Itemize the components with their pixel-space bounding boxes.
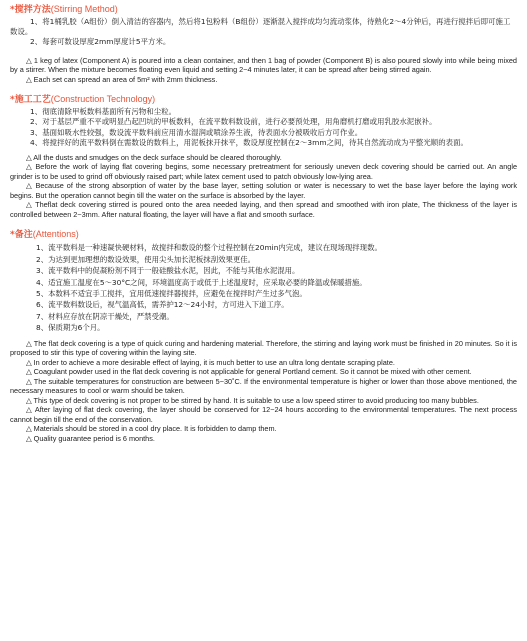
heading-english: (Attentions) [32, 229, 79, 240]
section-heading-stirring [10, 2, 517, 17]
attention-cn-7: 7、材料应存放在阴凉干燥处，严禁受潮。 [36, 311, 174, 321]
construction-en-1: △ All the dusts and smudges on the deck surface should be cleared thoroughly. [26, 152, 282, 162]
section-heading-construction [10, 92, 517, 107]
construction-en-3: △ Because of the strong absorption of water by the base layer, setting solution or water is necessary to wet the base layer before the laying work begins. But the operation cannot begin till the water on the surface is absorbed by the layer. [10, 181, 517, 200]
attention-cn-8: 8、保质期为6个月。 [36, 323, 105, 333]
attention-cn-4: 4、适宜施工温度在5～30°C之间，环境温度高于或低于上述温度时，应采取必要的降温或保暖措施。 [36, 277, 367, 287]
attention-cn-1: 1、流平数料是一种速凝快硬材料，故搅拌和数设的整个过程控制在20min内完成，建议在现场现拌现数。 [36, 243, 382, 253]
stirring-cn-1: 1、将1桶乳胶（A组份）倒入清洁的容器内，然后将1包粉料（B组份）逐渐混入搅拌成均匀流动浆体，待熟化2～4分钟后，再进行搅拌后即可施工数设。 [10, 17, 511, 37]
heading-english: (Construction Technology) [50, 94, 156, 105]
attention-cn-6: 6、流平数料数设后，视气温高低，需养护12～24小时，方可进入下道工序。 [36, 300, 289, 310]
attention-cn-2: 2、为达到更加理想的数设效果，使用尖头加长泥板抹刮效果更佳。 [36, 254, 256, 264]
attention-en-6: △ After laying of flat deck covering, the layer should be conserved for 12~24 hours according to the environmental temperatures. The next process cannot begin till the end of the conservation. [10, 405, 517, 424]
attention-en-4: △ The suitable temperatures for construction are between 5~30˚C. If the environmental temperature is higher or lower than those above mentioned, the necessary measures to cool or warm should be taken. [10, 376, 517, 396]
attention-en-1: △ The flat deck covering is a type of quick curing and hardening material. Therefore, the stirring and laying work must be finished in 20 minutes. So it is proposed to stir this type of covering within the laying site. [10, 338, 517, 358]
attention-en-5: △ This type of deck covering is not proper to be stirred by hand. It is suitable to use a low speed stirrer to avoid producing too many bubbles. [26, 395, 479, 405]
heading-english: (Stirring Method) [50, 4, 118, 14]
section-heading-attentions [10, 227, 517, 242]
construction-cn-3: 3、基面如吸水性较强，数设流平数料前应用清水湿润或喷涂养生液，待表面水分被吸收后方可作业。 [30, 127, 363, 137]
attention-en-3: △ Coagulant powder used in the flat deck covering is not applicable for general Portland cement. So it cannot be mixed with other cement. [26, 367, 472, 377]
heading-mark: *备注 [10, 230, 33, 241]
construction-en-4: △ Theflat deck covering stirred is poured onto the area needed laying, and then spread and smoothed with iron plate, The thickness of the layer is controlled between 2~3mm. After natural floating, the layer will have a flat and smooth surface. [10, 200, 517, 219]
construction-cn-2: 2、对于基层严重不平或明显凸起凹坑的甲板数料，在流平数料数设前，进行必要预处理，用角磨机打磨或用乳胶水泥嵌补。 [30, 117, 437, 127]
attention-cn-5: 5、本数料不适宜手工搅拌，宜用低速搅拌器搅拌，应避免在搅拌时产生过多气泡。 [36, 289, 307, 299]
attention-en-7: △ Materials should be stored in a cool dry place. It is forbidden to damp them. [26, 424, 277, 434]
stirring-cn-2: 2、每套可数设厚度2mm厚度计5平方米。 [30, 37, 171, 47]
construction-cn-4: 4、将搅拌好的流平数料倒在需数设的数料上，用泥板抹开抹平，数设厚度控制在2～3mm之间，待其自然流动成为平整光顺的表面。 [30, 137, 468, 147]
construction-cn-1: 1、彻底清除甲板数料基面所有污物和尘粒。 [30, 107, 177, 117]
attention-en-2: △ In order to achieve a more desirable effect of laying, it is much better to use an ultra long dentate scraping plate. [26, 357, 395, 367]
heading-mark: *搅拌方法 [10, 5, 51, 15]
stirring-en-1: △ 1 keg of latex (Component A) is poured into a clean container, and then 1 bag of powder (Component B) is also poured slowly into while being mixed by a stirrer. When the mixture becomes floating even liquid and setting 2~4 minutes later, it can be spread after being stirred again. [10, 55, 517, 75]
attention-en-8: △ Quality guarantee period is 6 months. [26, 433, 155, 443]
construction-en-2: △ Before the work of laying flat covering begins, some necessary pretreatment for seriously uneven deck covering should be carried out. An angle grinder is to be used to grind off obviously raised part; while latex cement used to patch obviously low-lying area. [10, 162, 517, 181]
stirring-en-2: △ Each set can spread an area of 5m² with 2mm thickness. [26, 74, 218, 84]
heading-mark: *施工工艺 [10, 95, 51, 106]
attention-cn-3: 3、流平数料中的促凝粉剂不同于一般硅酸盐水泥，因此，不能与其他水泥混用。 [36, 266, 300, 276]
